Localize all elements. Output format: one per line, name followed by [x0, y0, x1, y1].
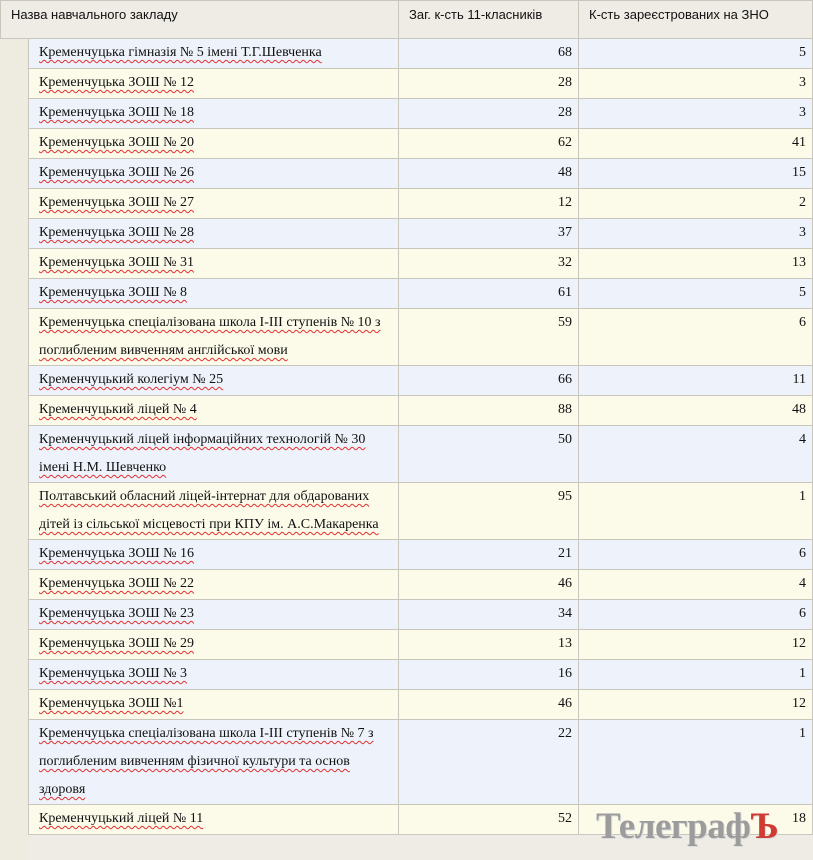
table-row	[1, 720, 813, 805]
row-gutter	[1, 630, 29, 660]
table-row	[1, 249, 813, 279]
cell-school-name: Кременчуцька ЗОШ № 28	[29, 219, 399, 249]
cell-total-students: 48	[399, 159, 579, 189]
cell-registered-students: 4	[579, 570, 813, 600]
cell-total-students: 52	[399, 805, 579, 835]
cell-registered-students: 1	[579, 483, 813, 540]
row-gutter	[1, 309, 29, 366]
cell-total-students: 61	[399, 279, 579, 309]
row-gutter	[1, 366, 29, 396]
table-row	[1, 483, 813, 540]
cell-total-students: 59	[399, 309, 579, 366]
cell-registered-students: 3	[579, 69, 813, 99]
table-row	[1, 69, 813, 99]
table-header-row	[1, 1, 813, 39]
table-row	[1, 396, 813, 426]
row-gutter	[1, 570, 29, 600]
header-registered-students: К-сть зареєстрованих на ЗНО	[579, 1, 813, 39]
cell-total-students: 28	[399, 69, 579, 99]
logo-text-last: Ъ	[750, 806, 779, 847]
table-row	[1, 690, 813, 720]
row-gutter	[1, 483, 29, 540]
cell-registered-students: 12	[579, 630, 813, 660]
row-gutter	[1, 99, 29, 129]
cell-school-name: Кременчуцький ліцей № 11	[29, 805, 399, 835]
cell-total-students: 68	[399, 39, 579, 69]
cell-total-students: 12	[399, 189, 579, 219]
cell-school-name: Кременчуцька ЗОШ № 22	[29, 570, 399, 600]
table-row	[1, 426, 813, 483]
cell-registered-students: 6	[579, 309, 813, 366]
row-gutter	[1, 159, 29, 189]
row-gutter	[1, 39, 29, 69]
logo-text-main: Телеграф	[596, 806, 751, 847]
row-gutter	[1, 720, 29, 805]
cell-registered-students: 41	[579, 129, 813, 159]
cell-school-name: Кременчуцька ЗОШ № 29	[29, 630, 399, 660]
telegraf-watermark-logo	[596, 805, 778, 848]
cell-total-students: 16	[399, 660, 579, 690]
header-school-name: Назва навчального закладу	[1, 1, 399, 39]
cell-registered-students: 48	[579, 396, 813, 426]
cell-registered-students: 18	[579, 805, 813, 835]
cell-school-name: Кременчуцька ЗОШ № 8	[29, 279, 399, 309]
cell-registered-students: 5	[579, 39, 813, 69]
table-row	[1, 660, 813, 690]
header-total-students: Заг. к-сть 11-класників	[399, 1, 579, 39]
cell-total-students: 88	[399, 396, 579, 426]
row-gutter	[1, 189, 29, 219]
cell-registered-students: 1	[579, 720, 813, 805]
cell-total-students: 66	[399, 366, 579, 396]
row-gutter	[1, 600, 29, 630]
row-gutter	[1, 805, 29, 835]
cell-total-students: 37	[399, 219, 579, 249]
cell-school-name: Кременчуцька ЗОШ № 3	[29, 660, 399, 690]
cell-school-name: Кременчуцька ЗОШ № 27	[29, 189, 399, 219]
cell-total-students: 62	[399, 129, 579, 159]
cell-school-name: Кременчуцька ЗОШ № 12	[29, 69, 399, 99]
table-row	[1, 630, 813, 660]
cell-total-students: 34	[399, 600, 579, 630]
cell-total-students: 46	[399, 690, 579, 720]
table-row	[1, 540, 813, 570]
cell-school-name: Кременчуцька ЗОШ № 16	[29, 540, 399, 570]
cell-total-students: 32	[399, 249, 579, 279]
cell-registered-students: 13	[579, 249, 813, 279]
table-row	[1, 99, 813, 129]
row-gutter	[1, 279, 29, 309]
row-gutter	[1, 426, 29, 483]
row-gutter	[1, 660, 29, 690]
table-row	[1, 279, 813, 309]
table-row	[1, 159, 813, 189]
cell-school-name: Кременчуцький ліцей № 4	[29, 396, 399, 426]
cell-school-name: Полтавський обласний ліцей-інтернат для обдарованих дітей із сільської місцевості при КПУ ім. А.С.Макаренка	[29, 483, 399, 540]
cell-school-name: Кременчуцька ЗОШ № 20	[29, 129, 399, 159]
cell-total-students: 13	[399, 630, 579, 660]
row-gutter	[1, 540, 29, 570]
cell-registered-students: 5	[579, 279, 813, 309]
cell-registered-students: 4	[579, 426, 813, 483]
cell-total-students: 50	[399, 426, 579, 483]
cell-school-name: Кременчуцький колегіум № 25	[29, 366, 399, 396]
table-row	[1, 39, 813, 69]
cell-registered-students: 11	[579, 366, 813, 396]
cell-total-students: 21	[399, 540, 579, 570]
cell-registered-students: 6	[579, 600, 813, 630]
table-row	[1, 366, 813, 396]
cell-school-name: Кременчуцька гімназія № 5 імені Т.Г.Шевченка	[29, 39, 399, 69]
table-row	[1, 219, 813, 249]
row-gutter	[1, 249, 29, 279]
table-row	[1, 129, 813, 159]
cell-registered-students: 3	[579, 99, 813, 129]
row-gutter	[1, 396, 29, 426]
table-row	[1, 309, 813, 366]
row-gutter	[1, 129, 29, 159]
cell-registered-students: 6	[579, 540, 813, 570]
cell-total-students: 95	[399, 483, 579, 540]
cell-school-name: Кременчуцька ЗОШ № 31	[29, 249, 399, 279]
cell-registered-students: 1	[579, 660, 813, 690]
cell-school-name: Кременчуцький ліцей інформаційних технологій № 30 імені Н.М. Шевченко	[29, 426, 399, 483]
cell-school-name: Кременчуцька ЗОШ № 18	[29, 99, 399, 129]
cell-total-students: 22	[399, 720, 579, 805]
cell-total-students: 28	[399, 99, 579, 129]
cell-registered-students: 15	[579, 159, 813, 189]
cell-school-name: Кременчуцька спеціалізована школа І-ІІІ ступенів № 7 з поглибленим вивченням фізичної культури та основ здоровя	[29, 720, 399, 805]
cell-school-name: Кременчуцька спеціалізована школа І-ІІІ ступенів № 10 з поглибленим вивченням англійської мови	[29, 309, 399, 366]
table-row	[1, 570, 813, 600]
table-row	[1, 600, 813, 630]
cell-registered-students: 3	[579, 219, 813, 249]
row-gutter	[1, 219, 29, 249]
row-gutter	[1, 69, 29, 99]
cell-registered-students: 2	[579, 189, 813, 219]
cell-school-name: Кременчуцька ЗОШ № 26	[29, 159, 399, 189]
cell-school-name: Кременчуцька ЗОШ № 23	[29, 600, 399, 630]
cell-total-students: 46	[399, 570, 579, 600]
row-gutter	[1, 690, 29, 720]
table-row	[1, 189, 813, 219]
cell-registered-students: 12	[579, 690, 813, 720]
cell-school-name: Кременчуцька ЗОШ №1	[29, 690, 399, 720]
